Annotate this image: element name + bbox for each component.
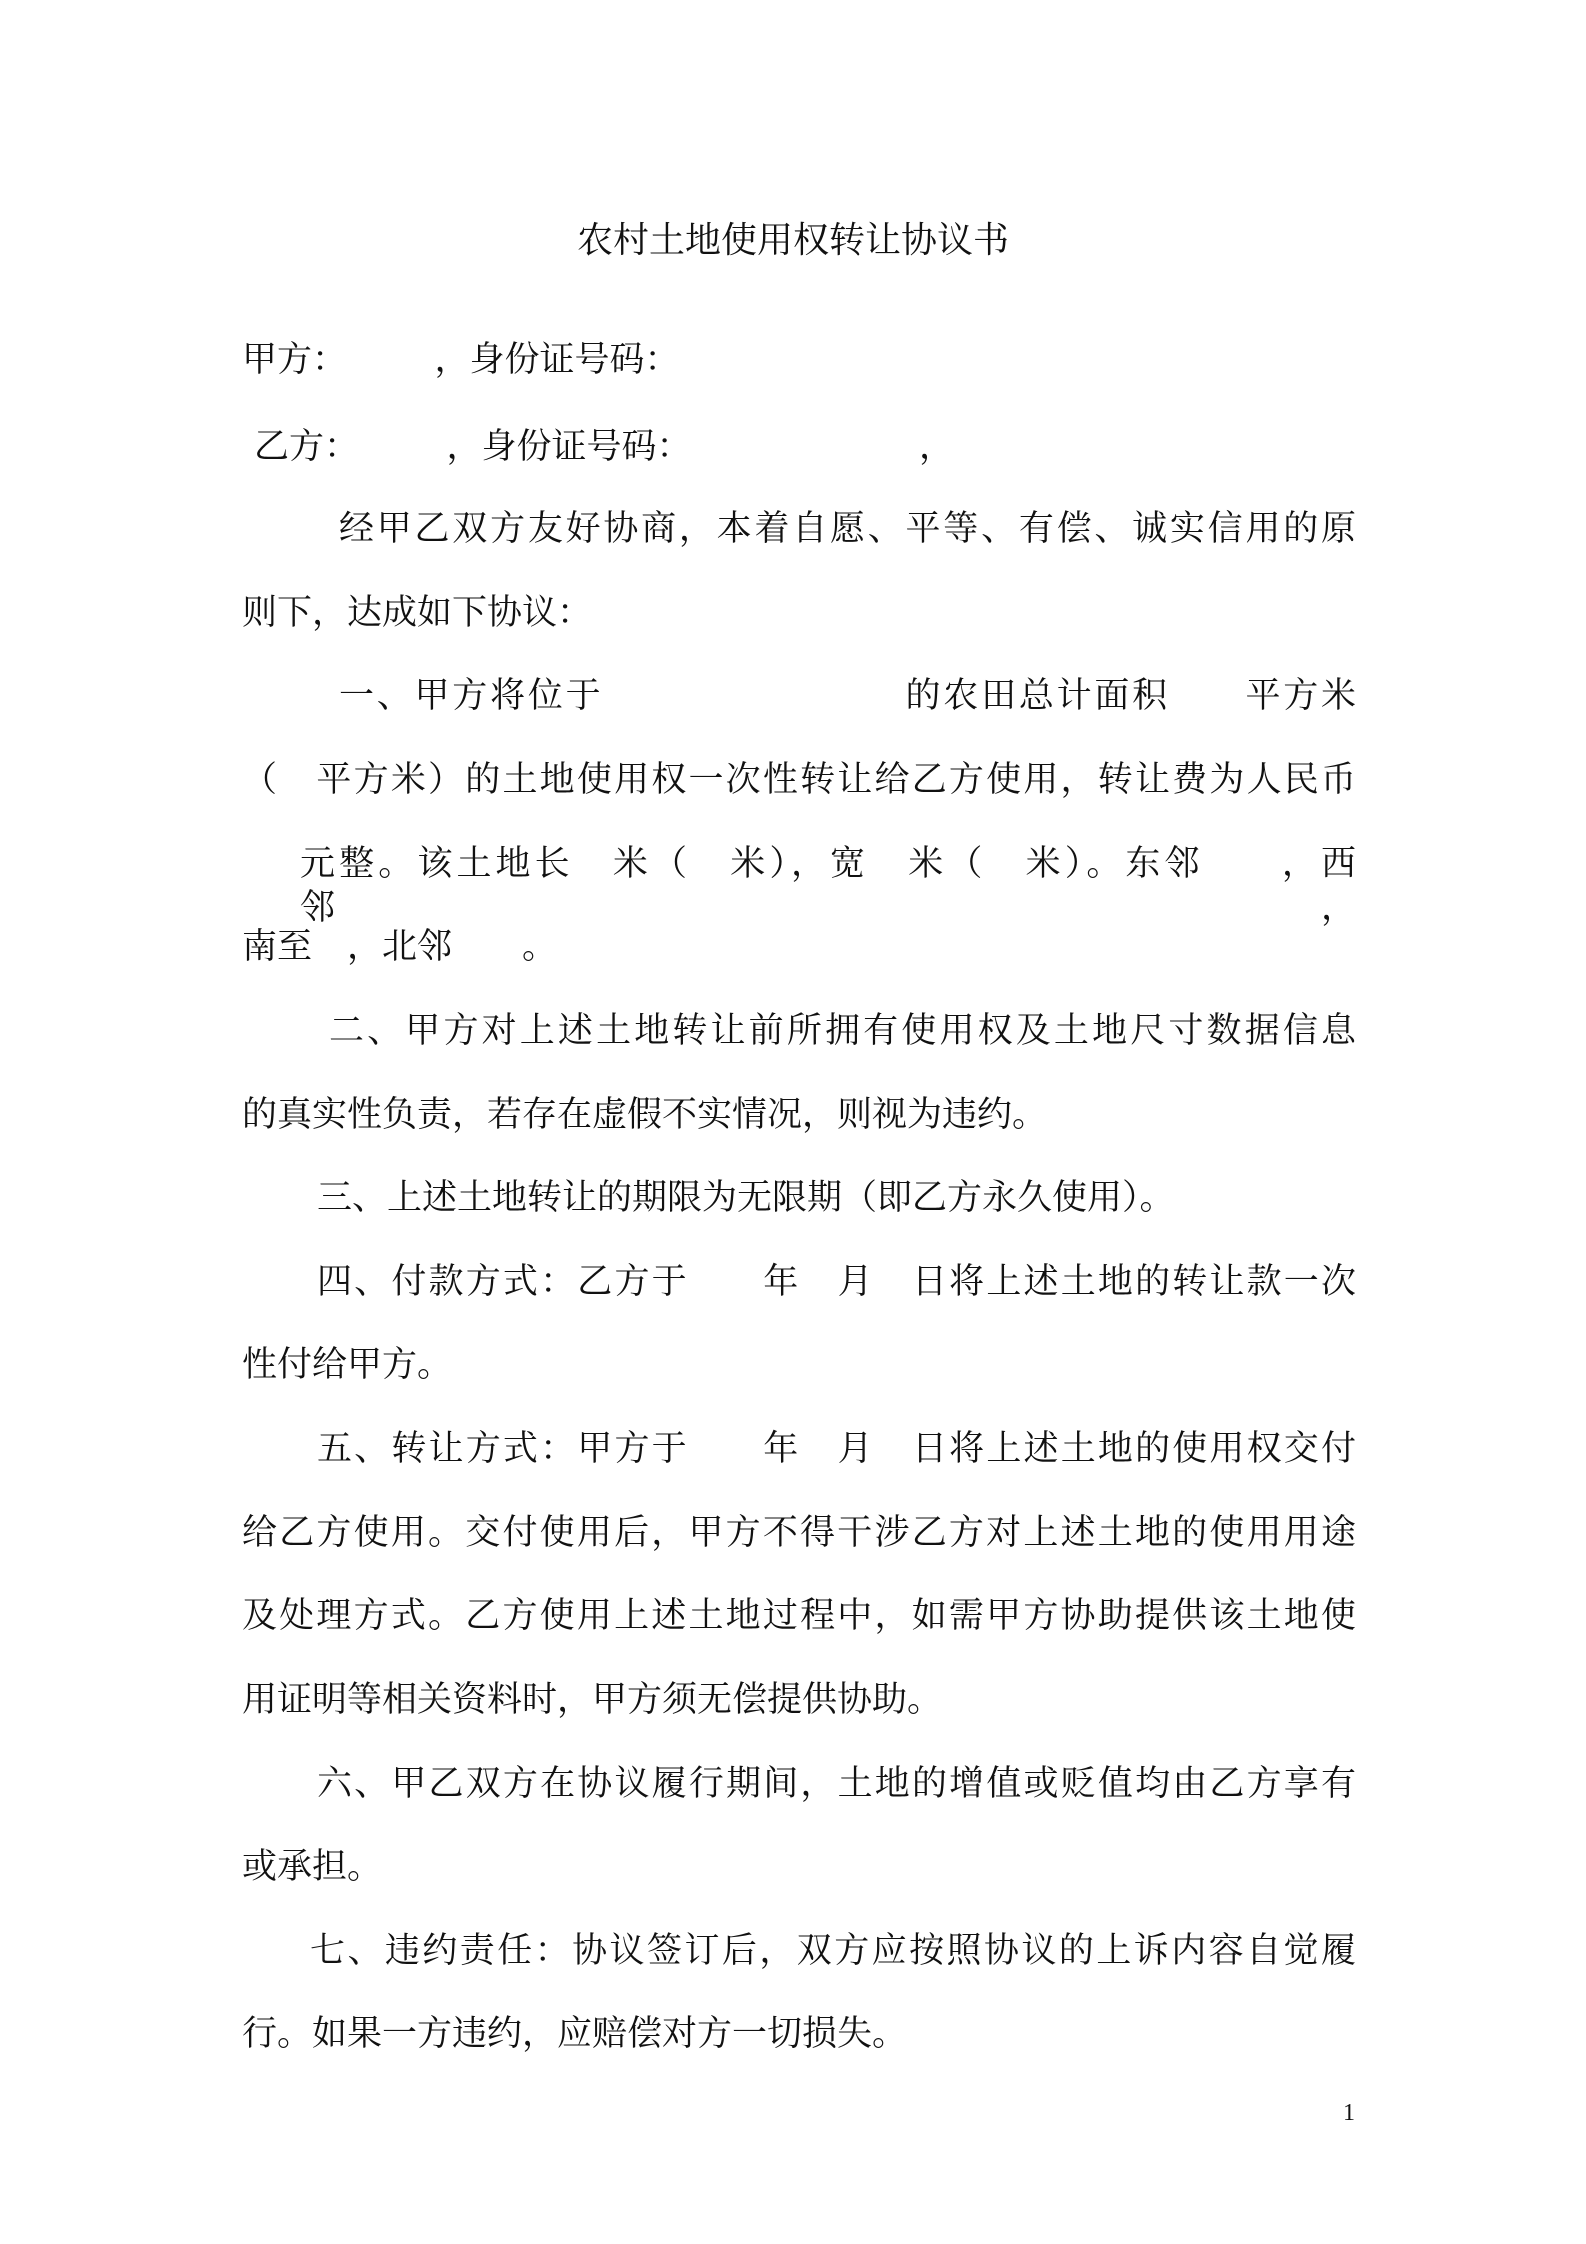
clause-5-line-1: 五、转让方式：甲方于 年 月 日将上述土地的使用权交付 — [317, 1429, 1356, 1469]
clause-1-line-2: （ 平方米）的土地使用权一次性转让给乙方使用，转让费为人民币 — [242, 760, 1356, 800]
clause-2-line-2: 的真实性负责，若存在虚假不实情况，则视为违约。 — [242, 1095, 1048, 1135]
page-number: 1 — [1343, 2100, 1355, 2126]
preamble-line-2: 则下，达成如下协议： — [242, 593, 593, 633]
clause-3-line-1: 三、上述土地转让的期限为无限期（即乙方永久使用）。 — [317, 1178, 1175, 1218]
clause-1-line-3: 元整。该土地长 米（ 米），宽 米（ 米）。东邻 ，西邻 ， — [300, 844, 1356, 928]
clause-4-line-2: 性付给甲方。 — [242, 1345, 453, 1385]
clause-2-line-1: 二、甲方对上述土地转让前所拥有使用权及土地尺寸数据信息 — [329, 1011, 1356, 1051]
preamble-line-1: 经甲乙双方友好协商，本着自愿、平等、有偿、诚实信用的原 — [339, 509, 1356, 549]
clause-6-line-1: 六、甲乙双方在协议履行期间，土地的增值或贬值均由乙方享有 — [317, 1764, 1356, 1804]
clause-4-line-1: 四、付款方式：乙方于 年 月 日将上述土地的转让款一次 — [317, 1262, 1356, 1302]
clause-6-line-2: 或承担。 — [242, 1847, 383, 1887]
party-a-line: 甲方： ，身份证号码： — [242, 340, 680, 380]
clause-5-line-2: 给乙方使用。交付使用后，甲方不得干涉乙方对上述土地的使用用途 — [242, 1513, 1356, 1553]
clause-7-line-1: 七、违约责任：协议签订后，双方应按照协议的上诉内容自觉履 — [310, 1931, 1356, 1971]
clause-5-line-4: 用证明等相关资料时，甲方须无偿提供协助。 — [242, 1680, 943, 1720]
clause-5-line-3: 及处理方式。乙方使用上述土地过程中，如需甲方协助提供该土地使 — [242, 1596, 1356, 1636]
clause-1-line-1: 一、甲方将位于 的农田总计面积 平方米 — [339, 676, 1356, 716]
clause-7-line-2: 行。如果一方违约，应赔偿对方一切损失。 — [242, 2014, 908, 2054]
party-b-line: 乙方： ，身份证号码： ， — [254, 427, 955, 467]
document-title: 农村土地使用权转让协议书 — [576, 220, 1009, 261]
clause-1-line-4: 南至 ，北邻 。 — [242, 927, 558, 967]
